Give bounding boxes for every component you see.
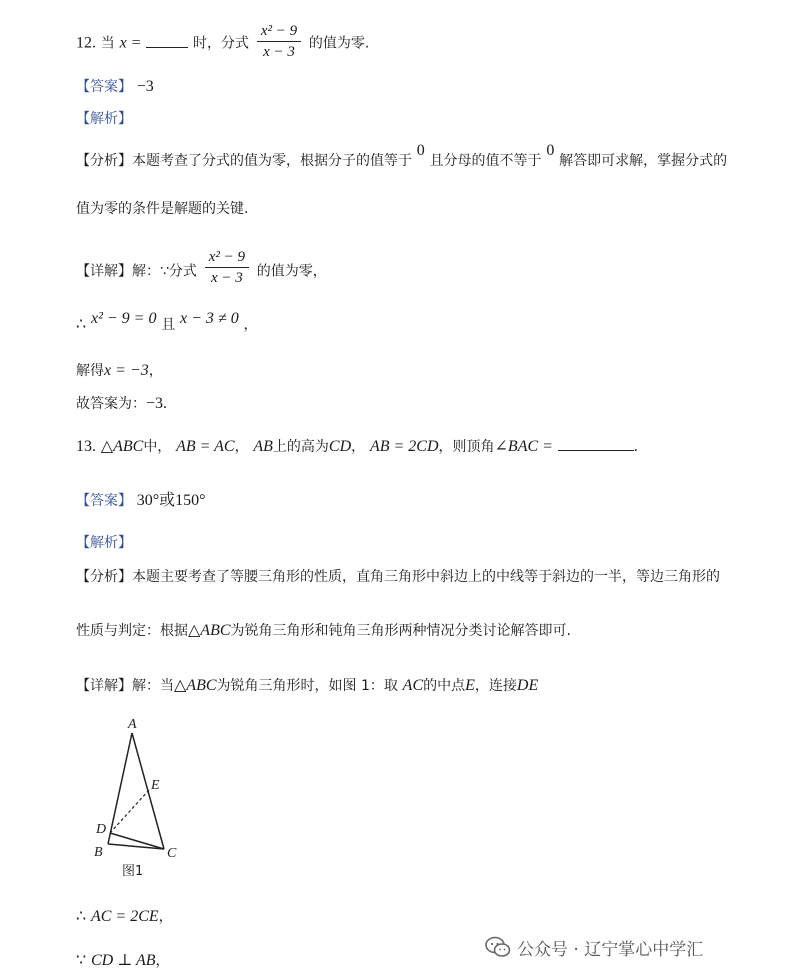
label-d: D	[96, 822, 107, 837]
wechat-icon	[485, 936, 511, 958]
analysis-label-13: 【解析】	[76, 535, 132, 551]
answer-value: 30°或150°	[136, 492, 206, 509]
side-ab	[108, 733, 132, 844]
answer-value: −3	[136, 78, 154, 95]
fenxi-13-line2: 性质与判定：根据△ABC为锐角三角形和钝角三角形两种情况分类讨论解答即可.	[76, 622, 571, 639]
figure-caption: 图1	[122, 864, 144, 879]
step-13-ac: ∴ AC = 2CE，	[76, 908, 173, 925]
answer-13	[76, 490, 206, 511]
answer-label: 【答案】	[76, 79, 132, 95]
answer-12	[76, 76, 154, 97]
step-12-final: 故答案为：−3.	[76, 395, 168, 412]
label-b: B	[94, 845, 103, 860]
question-12: 12. 当 x = 时，分式 $\frac{\text{x² − 9}}{x - 3}$ 的值为零.	[76, 23, 370, 60]
xiangjie-12: 【详解】解：∵分式 $\frac{\text{x² − 9}}{x - 3}$ 的值为零，	[76, 249, 327, 286]
segment-de-dashed	[110, 790, 149, 833]
label-a: A	[128, 717, 137, 732]
answer-blank	[558, 436, 634, 451]
fenxi-12-line2: 值为零的条件是解题的关键.	[76, 201, 249, 217]
question-number: 12.	[76, 34, 96, 52]
fenxi-13-line1: 【分析】本题主要考查了等腰三角形的性质，直角三角形中斜边上的中线等于斜边的一半，等边三角形的	[76, 569, 720, 585]
triangle-figure-1	[88, 715, 198, 880]
answer-label: 【答案】	[76, 493, 132, 509]
analysis-label-12: 【解析】	[76, 111, 132, 127]
fraction: $\frac{\text{x² − 9}}{x - 3}$	[257, 22, 301, 61]
answer-blank	[146, 33, 188, 48]
wechat-watermark	[485, 932, 785, 962]
fenxi-12-line1: 【分析】本题考查了分式的值为零，根据分子的值等于 0 且分母的值不等于 0 解答即可求解，掌握分式的	[76, 142, 728, 169]
label-c: C	[167, 846, 177, 861]
step-12-solve: 解得x = −3，	[76, 362, 163, 379]
question-number: 13.	[76, 438, 96, 455]
fraction: $\frac{\text{x² − 9}}{x - 3}$	[205, 248, 249, 287]
step-12-condition: ∴ x² − 9 = 0 且 x − 3 ≠ 0 ，	[76, 310, 258, 333]
xiangjie-13: 【详解】解：当△ABC为锐角三角形时，如图 1：取 AC的中点E，连接DE	[76, 677, 539, 694]
step-13-cd: ∵ CD ⊥ AB，	[76, 952, 170, 969]
question-13: 13. △ABC中， AB = AC， AB上的高为CD， AB = 2CD，则顶角∠BAC = .	[76, 438, 638, 455]
watermark-text: 公众号 · 辽宁掌心中学汇	[517, 939, 704, 960]
label-e: E	[151, 778, 160, 793]
